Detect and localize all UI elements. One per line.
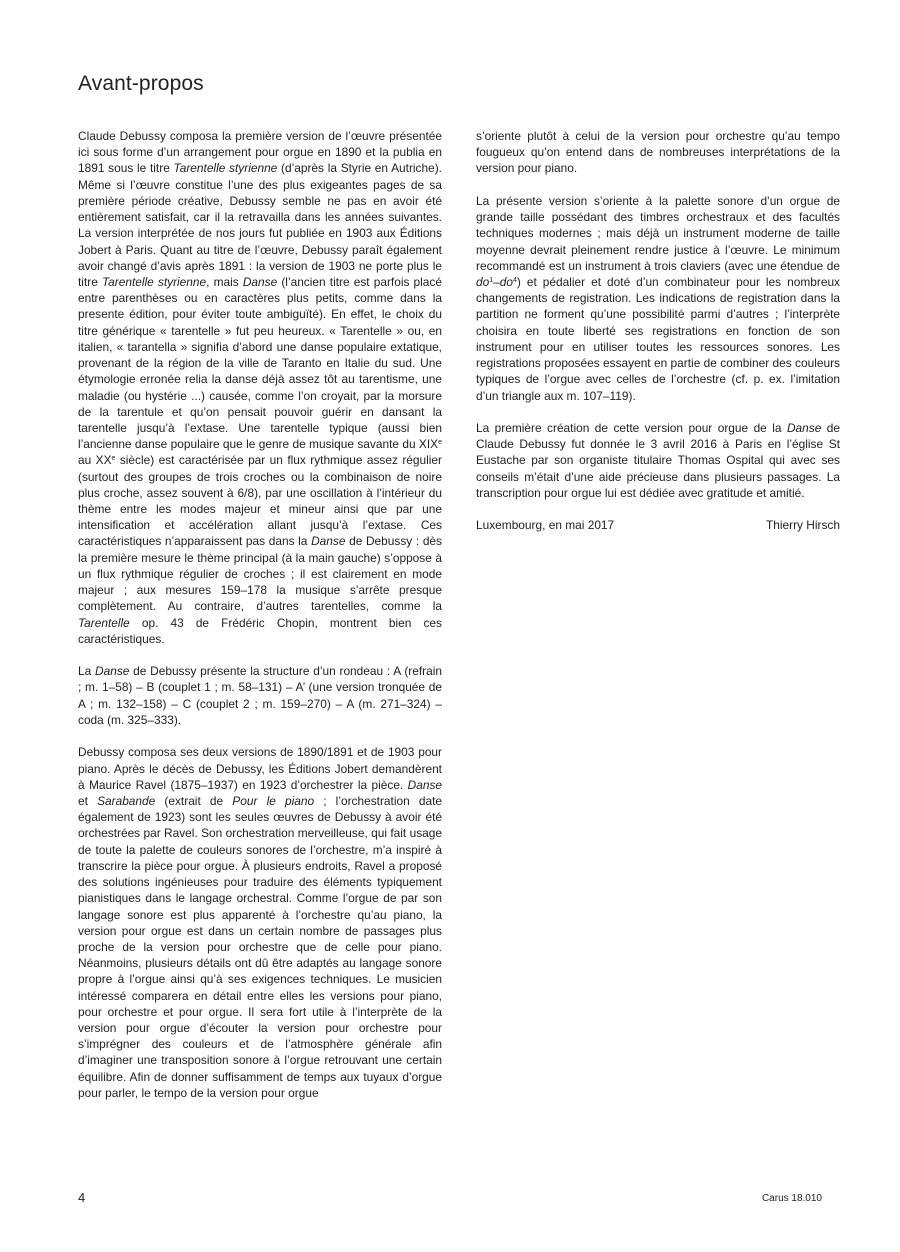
paragraph-versions: Debussy composa ses deux versions de 1890/1891 et de 1903 pour piano. Après le décès de Debussy, les Éditions Jobert demandèrent à Maurice Ravel (1875–1937) en 1923 d’orchestrer la pièce. Danse et Sarabande (extrait de Pour le piano ; l’orchestration date également de 1923) sont les seules œuvres de Debussy à avoir été orchestrées par Ravel. Son orchestration merveilleuse, qui fait usage de toute la palette de couleurs sonores de l’orchestre, m’a inspiré à transcrire la pièce pour orgue. À plusieurs endroits, Ravel a proposé des solutions ingénieuses pour traduire des éléments typiquement pianistiques dans le langage orchestral. Comme l’orgue de par son langage sonore est plus apparenté à l’orchestre qu’au piano, la version pour orgue est dans un certain nombre de passages plus proche de la version pour orchestre que de celle pour piano. Néanmoins, plusieurs détails ont dû être adaptés au langage sonore propre à l’orgue ainsi qu’à ses exigences techniques. Le musicien intéressé comparera en détail entre elles les versions pour piano, pour orchestre et pour orgue. Il sera fort utile à l’interprète de la version pour orgue d’écouter la version pour orchestre pour s’imprégner des couleurs et de l’atmosphère générale afin d’imaginer une transposition sonore à l’orgue retrouvant une certain équilibre. Afin de donner suffisamment de temps aux tuyaux d’orgue pour parler, le tempo de la version pour orgue bbox=[78, 745, 442, 1100]
work-title: Danse bbox=[407, 777, 442, 792]
work-title: Tarentelle styrienne bbox=[101, 274, 207, 289]
page-title: Avant-propos bbox=[78, 72, 204, 95]
paragraph-history: Claude Debussy composa la première version de l’œuvre présentée ici sous forme d’un arrangement pour orgue en 1890 et la publia en 1891 sous le titre Tarentelle styrienne (d’après la Styrie en Autriche). Même si l’œuvre constitue l’une des plus exigeantes pages de sa première période créative, Debussy semble ne pas en avoir été entièrement satisfait, car il la retravailla dans les années suivantes. La version interprétée de nos jours fut publiée en 1903 aux Éditions Jobert à Paris. Quant au titre de l’œuvre, Debussy paraît également avoir changé d’avis après 1891 : la version de 1903 ne porte plus le titre Tarentelle styrienne, mais Danse (l’ancien titre est parfois placé entre parenthèses ou en caractères plus petits, comme dans la presente édition, pour éviter toute ambiguïté). En effet, le choix du titre générique « tarentelle » fut peu heureux. « Tarentelle » ou, en italien, « tarantella » signifia d’abord une danse populaire extatique, provenant de la région de la ville de Taranto en Italie du sud. Une étymologie erronée relia la danse déjà assez tôt au tarentisme, une maladie (ou hystérie ...) causée, comme l’on croyait, par la morsure de la tarentule et qu’on pensait pouvoir guérir en dansant la tarentelle jusqu’à l’extase. Une tarentelle typique (aussi bien l’ancienne danse populaire que le genre de musique savante du XIXe au XXe siècle) est caractérisée par un flux rythmique assez régulier (surtout des groupes de trois croches ou la combinaison de noire plus croche, assez souvent à 6/8), par une oscillation à l’intérieur du thème entre les modes majeur et mineur ainsi que par une intensification et accélération allant jusqu’à l’extase. Ces caractéristiques n’apparaissent pas dans la Danse de Debussy : dès la première mesure le thème principal (à la main gauche) s’oppose à un flux rythmique régulier de croches ; il est clairement en mode majeur ; aux mesures 159–178 la musique s’arrête presque complètement. Au contraire, d’autres tarentelles, comme la Tarentelle op. 43 de Frédéric Chopin, montrent bien ces caractéristiques. bbox=[78, 129, 442, 646]
page-number: 4 bbox=[78, 1190, 86, 1205]
work-title: Pour le piano bbox=[232, 793, 315, 808]
work-title: Danse bbox=[242, 274, 278, 289]
place-date: Luxembourg, en mai 2017 bbox=[476, 518, 615, 533]
work-title: Danse bbox=[786, 420, 822, 435]
work-title: Sarabande bbox=[97, 793, 156, 808]
author-name: Thierry Hirsch bbox=[766, 518, 840, 533]
paragraph-registration: La présente version s’oriente à la palette sonore d’un orgue de grande taille possédant des timbres orchestraux et des facultés techniques modernes ; mais déjà un instrument moderne de taille moyenne devrait pleinement rendre justice à l’œuvre. Le minimum recommandé est un instrument à trois claviers (avec une étendue de $do^1-do^4$) et pédalier et doté d’un combinateur pour les nombreux changements de registration. Les indications de registration dans la partition ne forment qu’une possibilité parmi d’autres ; l’interprète choisira en toute liberté ses registrations en fonction de son instrument pour en utiliser toutes les ressources sonores. Les registrations proposées essayent en partie de combiner des couleurs typiques de l’orgue avec celles de l’orchestre (cf. p. ex. l’imitation d’un triangle aux m. 107–119). bbox=[476, 193, 840, 403]
left-column bbox=[78, 128, 442, 1101]
work-title: Danse bbox=[311, 534, 346, 549]
catalog-number: Carus 18.010 bbox=[761, 1193, 822, 1204]
paragraph-premiere: La première création de cette version pour orgue de la Danse de Claude Debussy fut donnée le 3 avril 2016 à Paris en l’église St Eustache par son organiste titulaire Thomas Ospital qui avec ses conseils m’était d’une aide précieuse dans plusieurs passages. La transcription pour orgue lui est dédiée avec gratitude et amitié. bbox=[476, 420, 841, 500]
signature-line bbox=[476, 517, 840, 533]
paragraph-structure: La Danse de Debussy présente la structure d’un rondeau : A (refrain ; m. 1–58) – B (couplet 1 ; m. 58–131) – A’ (une version tronquée de A ; m. 132–158) – C (couplet 2 ; m. 159–270) – A (m. 271–324) – coda (m. 325–333). bbox=[78, 664, 443, 727]
paragraph-tempo: s’oriente plutôt à celui de la version pour orchestre qu’au tempo fougueux qu’on entend dans de nombreuses interprétations de la version pour piano. bbox=[476, 129, 840, 176]
work-title: Tarentelle styrienne bbox=[173, 161, 278, 176]
work-title: Tarentelle bbox=[78, 615, 130, 630]
right-column bbox=[476, 128, 840, 533]
work-title: Danse bbox=[95, 664, 130, 679]
